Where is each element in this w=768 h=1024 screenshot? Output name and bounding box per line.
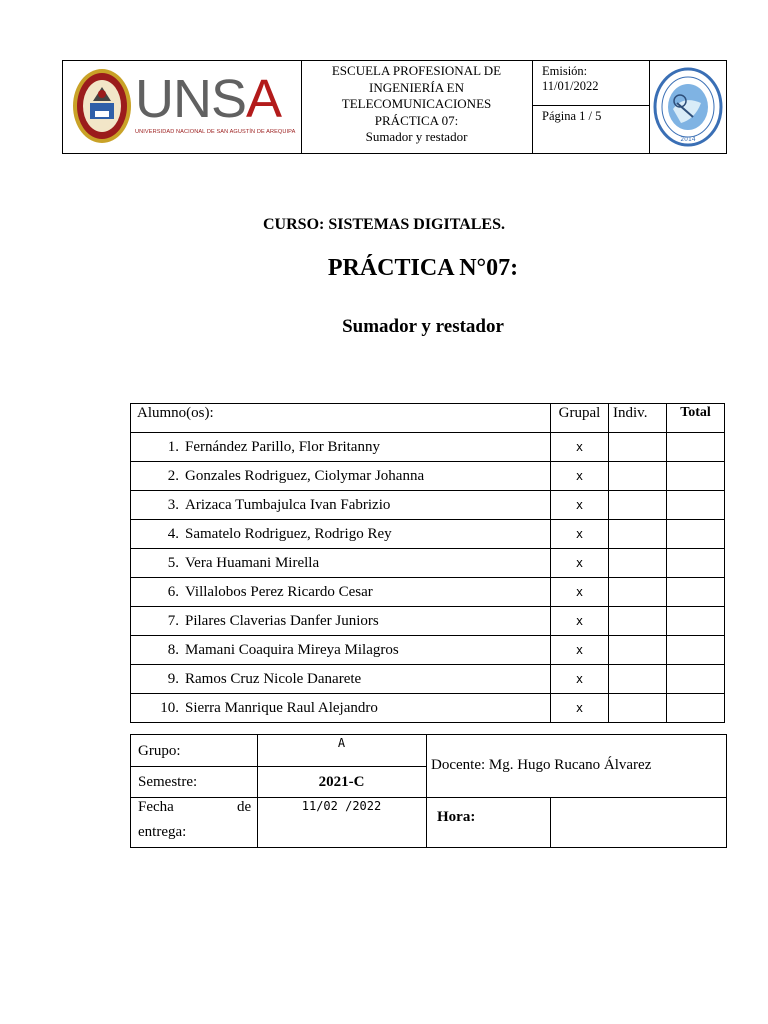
table-row [131, 636, 725, 665]
student-name: Fernández Parillo, Flor Britanny [185, 438, 380, 455]
document-meta-cell [533, 61, 650, 153]
student-number: 4. [167, 525, 179, 542]
indiv-cell [609, 433, 667, 462]
grupo-label: Grupo: [138, 743, 181, 759]
telecom-seal-icon [653, 67, 723, 147]
emission-block [533, 61, 649, 106]
total-cell [667, 520, 725, 549]
school-line: INGENIERÍA EN [369, 79, 464, 95]
fecha-label-entrega: entrega: [138, 824, 187, 840]
emission-date: 11/01/2022 [542, 79, 599, 93]
table-row [131, 607, 725, 636]
header-grupal: Grupal [551, 404, 609, 433]
table-row [131, 578, 725, 607]
students-table-header [131, 404, 725, 433]
student-number: 6. [167, 583, 179, 600]
student-name: Ramos Cruz Nicole Danarete [185, 670, 362, 687]
student-name-cell [131, 462, 551, 491]
grupal-mark: x [551, 607, 609, 636]
student-name: Arizaca Tumbajulca Ivan Fabrizio [185, 496, 391, 513]
university-full-name: UNIVERSIDAD NACIONAL DE SAN AGUSTÍN DE AREQUIPA [135, 129, 296, 135]
table-row [131, 491, 725, 520]
indiv-cell [609, 694, 667, 723]
school-line: Sumador y restador [365, 129, 468, 144]
student-name-cell [131, 549, 551, 578]
total-cell [667, 491, 725, 520]
university-logo-cell [63, 61, 302, 153]
page-number: Página 1 / 5 [542, 109, 602, 123]
student-name-cell [131, 578, 551, 607]
student-number: 3. [167, 496, 179, 513]
semestre-value: 2021-C [318, 774, 365, 790]
total-cell [667, 636, 725, 665]
student-name-cell [131, 607, 551, 636]
indiv-cell [609, 607, 667, 636]
header-total: Total [667, 404, 725, 433]
student-number: 2. [167, 467, 179, 484]
grupal-mark: x [551, 694, 609, 723]
total-cell [667, 607, 725, 636]
practice-subtitle: Sumador y restador [342, 316, 504, 337]
indiv-cell [609, 520, 667, 549]
school-line: PRÁCTICA 07: [374, 112, 459, 128]
indiv-cell [609, 665, 667, 694]
student-name-cell [131, 433, 551, 462]
practice-title: PRÁCTICA N°07: [327, 255, 519, 281]
student-number: 9. [167, 670, 179, 687]
fecha-label: Fecha [138, 799, 174, 815]
student-name: Vera Huamani Mirella [185, 554, 320, 571]
student-number: 5. [167, 554, 179, 571]
student-number: 8. [167, 641, 179, 658]
school-line: TELECOMUNICACIONES [341, 96, 492, 111]
student-name: Mamani Coaquira Mireya Milagros [185, 641, 399, 658]
student-name: Gonzales Rodriguez, Ciolymar Johanna [185, 467, 425, 484]
document-header [62, 60, 727, 154]
fecha-value: 11/02 /2022 [301, 799, 382, 813]
grupal-mark: x [551, 549, 609, 578]
table-row [131, 433, 725, 462]
school-line: ESCUELA PROFESIONAL DE [331, 63, 502, 78]
student-name: Sierra Manrique Raul Alejandro [185, 699, 378, 716]
student-name-cell [131, 694, 551, 723]
school-info-cell [301, 61, 533, 153]
indiv-cell [609, 549, 667, 578]
total-cell [667, 433, 725, 462]
table-row [131, 665, 725, 694]
grupal-mark: x [551, 578, 609, 607]
total-cell [667, 665, 725, 694]
course-title: CURSO: SISTEMAS DIGITALES. [263, 216, 505, 233]
grupal-mark: x [551, 636, 609, 665]
students-table [130, 403, 725, 723]
student-name-cell [131, 636, 551, 665]
student-name: Samatelo Rodriguez, Rodrigo Rey [185, 525, 392, 542]
info-divider [426, 735, 427, 847]
semestre-label: Semestre: [138, 774, 198, 790]
student-name-cell [131, 520, 551, 549]
docente-label: Docente: Mg. Hugo Rucano Álvarez [431, 757, 652, 773]
grupo-value: A [337, 736, 346, 750]
university-crest-icon [71, 67, 133, 145]
school-seal-cell [649, 61, 726, 153]
table-row [131, 520, 725, 549]
grupal-mark: x [551, 491, 609, 520]
info-divider [131, 766, 426, 767]
student-name-cell [131, 491, 551, 520]
grupal-mark: x [551, 462, 609, 491]
total-cell [667, 694, 725, 723]
hora-label: Hora: [437, 809, 476, 825]
grupal-mark: x [551, 433, 609, 462]
course-info-table [130, 734, 727, 848]
total-cell [667, 578, 725, 607]
emission-label: Emisión: [542, 64, 588, 78]
indiv-cell [609, 462, 667, 491]
header-indiv: Indiv. [609, 404, 667, 433]
student-name: Villalobos Perez Ricardo Cesar [185, 583, 373, 600]
student-number: 10. [160, 699, 179, 716]
student-name: Pilares Claverias Danfer Juniors [185, 612, 379, 629]
table-row [131, 549, 725, 578]
total-cell [667, 462, 725, 491]
grupal-mark: x [551, 520, 609, 549]
university-wordmark: UNSA [135, 69, 282, 129]
table-row [131, 694, 725, 723]
svg-text:2014: 2014 [680, 136, 696, 143]
student-number: 1. [167, 438, 179, 455]
total-cell [667, 549, 725, 578]
indiv-cell [609, 636, 667, 665]
info-divider [257, 735, 258, 847]
student-name-cell [131, 665, 551, 694]
indiv-cell [609, 491, 667, 520]
header-students: Alumno(os): [131, 404, 551, 433]
fecha-label-de: de [237, 799, 252, 815]
hora-value [551, 798, 726, 847]
student-number: 7. [167, 612, 179, 629]
indiv-cell [609, 578, 667, 607]
table-row [131, 462, 725, 491]
grupal-mark: x [551, 665, 609, 694]
